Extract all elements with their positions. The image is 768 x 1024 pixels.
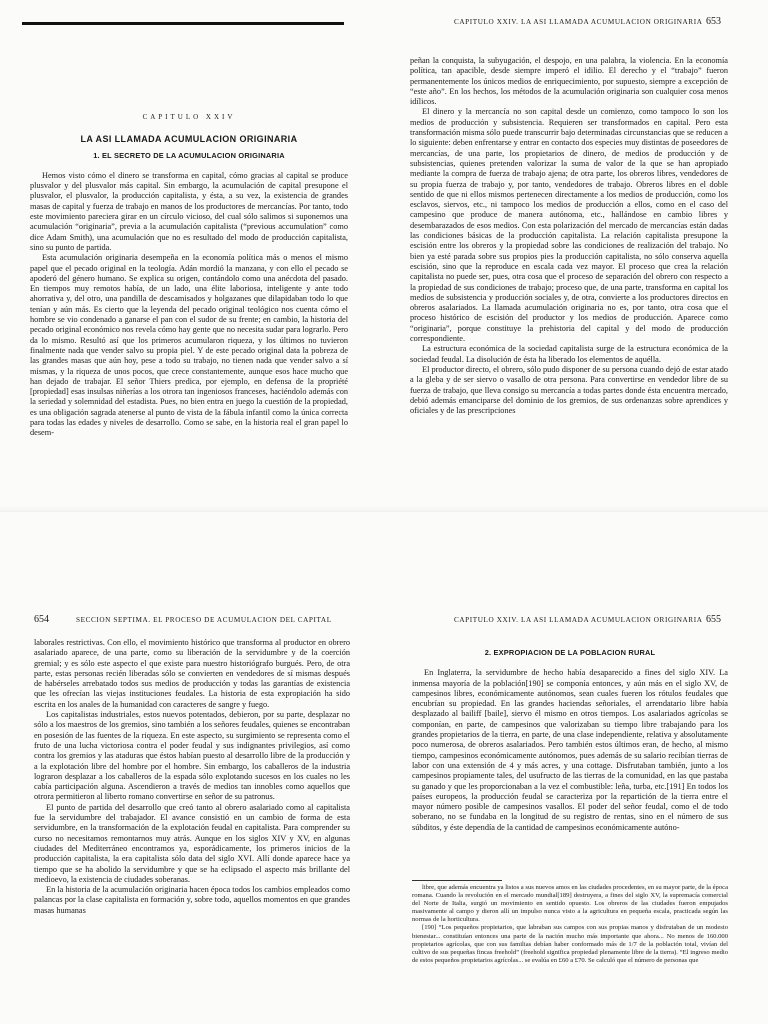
footnote: [190] “Los pequeños propietarios, que labraban sus campos con sus propias manos y disfrutaban de un modesto bienestar... constituían entonces una parte de la nación mucho más importante que ahora... No menos de 160.000 propietarios agrícolas, que con sus familias debían haber conformado más de 1/7 de la población total, vivían del cultivo de sus pequeñas fincas freehold” (freehold significa propiedad plenamente libre de la tierra). “El ingreso medio de estos pequeños propietarios agrícolas... se evalúa en £60 a £70. Se calculó que el número de personas que bbox=[412, 924, 728, 964]
text-column bbox=[30, 112, 348, 439]
paragraph: El productor directo, el obrero, sólo pudo disponer de su persona cuando dejó de estar atado a la gleba y de ser siervo o vasallo de otra persona. Para convertirse en vendedor libre de su fuerza de trabajo, que lleva consigo su mercancía a todas partes donde ésta encuentra mercado, debió además emanciparse del dominio de los gremios, de sus ordenanzas sobre aprendices y oficiales y de las prescripciones bbox=[410, 364, 728, 416]
chapter-title: LA ASI LLAMADA ACUMULACION ORIGINARIA bbox=[80, 134, 298, 145]
paragraph: La estructura económica de la sociedad capitalista surge de la estructura económica de la sociedad feudal. La disolución de ésta ha liberado los elementos de aquélla. bbox=[410, 344, 728, 364]
text-column bbox=[410, 56, 728, 416]
running-head: SECCION SEPTIMA. EL PROCESO DE ACUMULACION DEL CAPITAL bbox=[76, 616, 332, 624]
footnotes bbox=[412, 884, 728, 965]
paragraph: En la historia de la acumulación originaria hacen época todos los cambios empleados como palancas por la clase capitalista en formación y, sobre todo, aquellos momentos en que grandes masas humanas bbox=[34, 885, 350, 915]
page-number: 653 bbox=[706, 16, 721, 27]
paragraph: El punto de partida del desarrollo que creó tanto al obrero asalariado como al capitalista fue la servidumbre del trabajador. El avance consistió en un cambio de forma de esta servidumbre, en la transformación de la explotación feudal en capitalista. Para comprender su curso no necesitamos remontarnos muy atrás. Aunque en los siglos XIV y XV, en algunas ciudades del Mediterráneo encontramos ya, esporádicamente, los primeros inicios de la producción capitalista, la era capitalista sólo data del siglo XVI. Allí donde aparece hace ya tiempo que se ha abolido la servidumbre y que se ha eclipsado el aspecto más brillante del medioevo, la existencia de ciudades soberanas. bbox=[34, 802, 350, 884]
running-head: CAPITULO XXIV. LA ASI LLAMADA ACUMULACION ORIGINARIA bbox=[454, 616, 703, 624]
paragraph: El dinero y la mercancía no son capital desde un comienzo, como tampoco lo son los medios de producción y subsistencia. Requieren ser transformados en capital. Pero esta transformación misma sólo puede transcurrir bajo determinadas circunstancias que se reducen a lo siguiente: deben enfrentarse y entrar en contacto dos especies muy distintas de poseedores de mercancías, de una parte, los propietarios de dinero, de medios de producción y de subsistencias, quienes pretenden valorizar la suma de valor de la que se han apropiado mediante la compra de fuerza de trabajo ajena; de otra parte, los obreros libres, vendedores de su propia fuerza de trabajo y, por tanto, vendedores de trabajo. Obreros libres en el doble sentido de que ni ellos mismos pertenecen directamente a los medios de producción, como los esclavos, siervos, etc., ni tampoco los medios de producción a ellos, como en el caso del campesino que produce de manera autónoma, etc., hallándose en cambio libres y desembarazados de esos medios. Con esta polarización del mercado de mercancías están dadas las condiciones básicas de la producción capitalista. La relación capitalista presupone la escisión entre los obreros y la propiedad sobre las condiciones de realización del trabajo. No bien ya esté parada sobre sus propios pies la producción capitalista, no sólo conserva aquella escisión, sino que la reproduce en escala cada vez mayor. El proceso que crea la relación capitalista no puede ser, pues, otra cosa que el proceso de separación del obrero con respecto a la propiedad de sus condiciones de trabajo; proceso que, de una parte, transforma en capital los medios de subsistencia y producción sociales y, de otra, convierte a los productores directos en obreros asalariados. La llamada acumulación originaria no es, por tanto, otra cosa que el proceso histórico de escisión del productor y los medios de producción. Aparece como “originaria”, porque constituye la prehistoria del capital y del modo de producción correspondiente. bbox=[410, 107, 728, 344]
page-655 bbox=[384, 512, 768, 1024]
paragraph: peñan la conquista, la subyugación, el despojo, en una palabra, la violencia. En la economía política, tan apacible, desde siempre imperó el idilio. El derecho y el “trabajo” fueron permanentemente los únicos medios de enriquecimiento, por supuesto, siempre a excepción de “este año”. En los hechos, los métodos de la acumulación originaria son cualquier cosa menos idílicos. bbox=[410, 56, 728, 107]
footnote-rule bbox=[412, 880, 502, 881]
page-number: 655 bbox=[706, 614, 721, 625]
text-column bbox=[412, 648, 728, 833]
top-rule bbox=[22, 22, 344, 25]
paragraph: Esta acumulación originaria desempeña en la economía política más o menos el mismo papel que el pecado original en la teología. Adán mordió la manzana, y con ello el pecado se apoderó del género humano. Se explica su origen, contándolo como una anécdota del pasado. En tiempos muy remotos había, de un lado, una élite laboriosa, inteligente y ante todo ahorrativa y, del otro, una pandilla de descamisados y holgazanes que dilapidaban todo lo que tenían y aún más. Es cierto que la leyenda del pecado original teológico nos cuenta cómo el hombre se vio condenado a ganarse el pan con el sudor de su frente; en cambio, la historia del pecado original económico nos revela cómo hay gente que no necesita sudar para lograrlo. Pero da lo mismo. Resultó así que los primeros acumularon riqueza, y los últimos no tuvieron finalmente nada que vender salvo su propia piel. Y de este pecado original data la pobreza de las grandes masas que aún hoy, pese a todo su trabajo, no tienen nada que vender salvo a sí mismas, y la riqueza de unos pocos, que crece constantemente, aunque esos hace mucho que han dejado de trabajar. El señor Thiers predica, por ejemplo, en defensa de la propriété [propiedad] esas insulsas niñerías a los otrora tan ingeniosos franceses, haciéndolo además con la seriedad y solemnidad del estadista. Pues, no bien entra en juego la cuestión de la propiedad, es una obligación sagrada atenerse al punto de vista de la fábula infantil como la única correcta para todas las edades y niveles de desarrollo. Como se sabe, en la historia real el gran papel lo desem- bbox=[30, 253, 348, 438]
section-title: 2. EXPROPIACION DE LA POBLACION RURAL bbox=[484, 648, 656, 657]
chapter-label: CAPITULO XXIV bbox=[142, 113, 236, 121]
running-head: CAPITULO XXIV. LA ASI LLAMADA ACUMULACION ORIGINARIA bbox=[454, 18, 703, 26]
paragraph: Hemos visto cómo el dinero se transforma en capital, cómo gracias al capital se produce plusvalor y del plusvalor más capital. Sin embargo, la acumulación de capital presupone el plusvalor, el plusvalor, la producción capitalista, y ésta, a su vez, la existencia de grandes masas de capital y fuerza de trabajo en manos de los productores de mercancías. Por tanto, todo este movimiento pareciera girar en un círculo vicioso, del cual sólo salimos si suponemos una acumulación “originaria”, previa a la acumulación capitalista (“previous accumulation” como dice Adam Smith), una acumulación que no es resultado del modo de producción capitalista, sino su punto de partida. bbox=[30, 170, 348, 252]
page-653 bbox=[384, 0, 768, 512]
page-654 bbox=[0, 512, 384, 1024]
footnote: libre, que además encuentra ya listos a sus nuevos amos en las ciudades procedentes, en su mayor parte, de la época romana. Cuando la revolución en el mercado mundial[189] destruyera, a fines del siglo XV, la supremacía comercial del Norte de Italia, surgió un movimiento en sentido opuesto. Los obreros de las ciudades fueron empujados masivamente al campo y dieron allí un impulso nunca visto a la agricultura en pequeña escala, practicada según las normas de la horticultura. bbox=[412, 884, 728, 924]
paragraph: laborales restrictivas. Con ello, el movimiento histórico que transforma al productor en obrero asalariado aparece, de una parte, como su liberación de la servidumbre y de la coerción gremial; y es sólo este aspecto el que existe para nuestro historiógrafo burgués. Pero, de otra parte, estas personas recién liberadas sólo se convierten en vendedores de sí mismas después de habérseles arrebatado todos sus medios de producción y todas las garantías de existencia que les ofrecían las viejas instituciones feudales. La historia de esta expropiación ha sido escrita en los anales de la humanidad con caracteres de sangre y fuego. bbox=[34, 638, 350, 709]
paragraph: Los capitalistas industriales, estos nuevos potentados, debieron, por su parte, desplazar no sólo a los maestros de los gremios, sino también a los señores feudales, quienes se encontraban en posesión de las fuentes de la riqueza. En este aspecto, su surgimiento se representa como el fruto de una lucha victoriosa contra el poder feudal y sus indignantes privilegios, así como contra los gremios y las ataduras que éstos habían puesto al desarrollo libre de la producción y a la explotación libre del hombre por el hombre. Sin embargo, los caballeros de la industria lograron desplazar a los caballeros de la espada sólo explotando sucesos en los cuales no les cabía participación alguna. Ascendieron a través de medios tan innobles como aquellos que otrora permitieron al liberto romano convertirse en señor de su patronus. bbox=[34, 710, 350, 802]
text-column bbox=[34, 638, 350, 916]
page-652 bbox=[0, 0, 384, 512]
paragraph: En Inglaterra, la servidumbre de hecho había desaparecido a fines del siglo XIV. La inmensa mayoría de la población[190] se componía entonces, y aún más en el siglo XV, de campesinos libres, económicamente autónomos, sean cuales fueren los rótulos feudales que encubrían su propiedad. En las grandes haciendas señoriales, el arrendatario libre había desplazado al bailiff [baile], siervo él mismo en otros tiempos. Los asalariados agrícolas se componían, en parte, de campesinos que valorizaban su tiempo libre trabajando para los grandes propietarios de la tierra, en parte, de una clase independiente, relativa y absolutamente poco numerosa, de obreros asalariados. Pero también estos últimos eran, de hecho, al mismo tiempo, campesinos económicamente autónomos, pues además de su salario recibían tierras de labor con una extensión de 4 y más acres, y una cottage. Disfrutaban también, junto a los campesinos propiamente tales, del usufructo de las tierras de la comunidad, en las que pastaba su ganado y que les proporcionaban a la vez el combustible: leña, turba, etc.[191] En todos los países europeos, la producción feudal se caracteriza por la repartición de la tierra entre el mayor número posible de campesinos vasallos. El poder del señor feudal, como el de todo soberano, no se fundaba en la longitud de su registro de rentas, sino en el número de sus súbditos, y éste dependía de la cantidad de campesinos económicamente autóno- bbox=[412, 668, 728, 832]
page-number: 654 bbox=[34, 614, 49, 625]
section-title: 1. EL SECRETO DE LA ACUMULACION ORIGINARIA bbox=[93, 150, 285, 160]
